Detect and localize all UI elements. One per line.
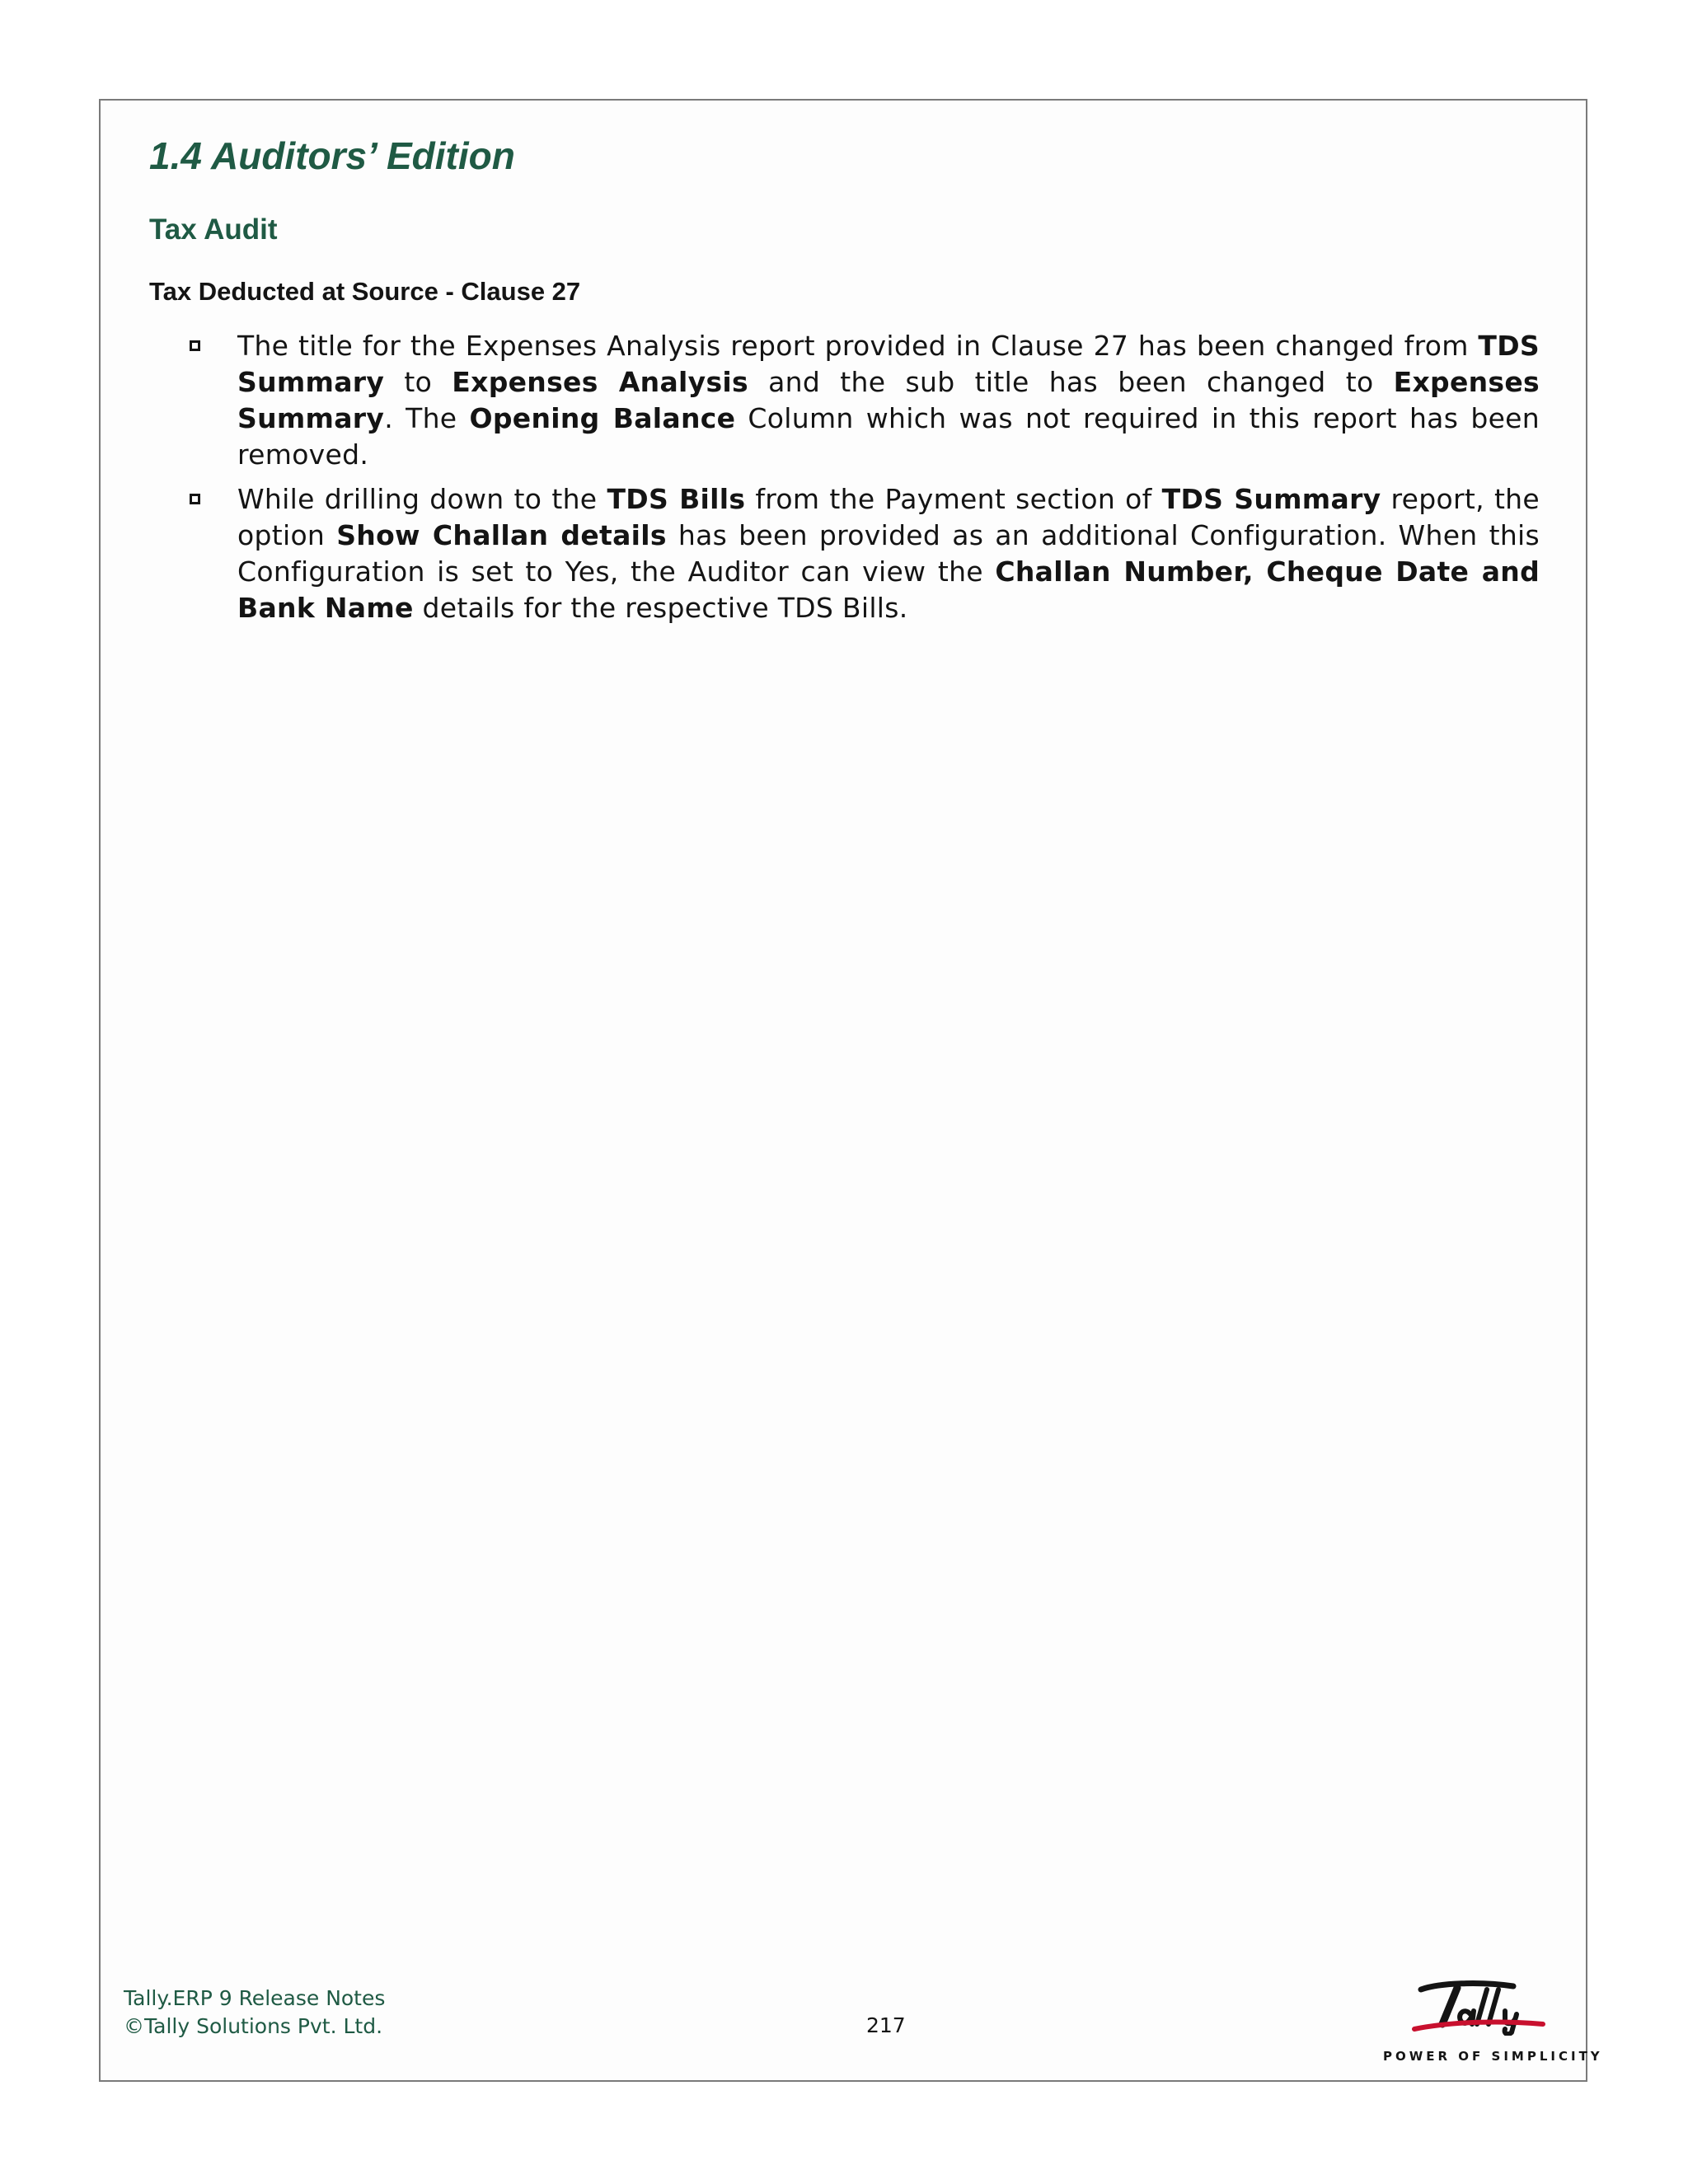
- brand-tagline: POWER OF SIMPLICITY: [1383, 2049, 1603, 2064]
- bullet-item-challan-details: [190, 481, 1540, 626]
- bold-term: TDS Bills: [607, 483, 746, 515]
- text-run: . The: [384, 402, 470, 434]
- text-run: has been provided as an additional Configuration. When this Configuration is set to Yes, the Auditor can view the: [237, 519, 1540, 588]
- square-bullet-icon: [190, 340, 200, 351]
- tally-logo: [1381, 1978, 1603, 2069]
- footer-copyright: ©Tally Solutions Pvt. Ltd.: [124, 2014, 383, 2038]
- bold-term: Expenses Analysis: [452, 366, 748, 398]
- bullet-list: [190, 328, 1540, 635]
- square-bullet-icon: [190, 494, 200, 504]
- bold-term: TDS Summary: [1161, 483, 1381, 515]
- page-number: 217: [866, 2013, 906, 2037]
- text-run: While drilling down to the: [237, 483, 607, 515]
- text-run: Column which was not required in this report has been removed.: [237, 402, 1540, 471]
- bold-term: TDS Summary: [237, 330, 1540, 398]
- text-run: The title for the Expenses Analysis report provided in Clause 27 has been changed from: [237, 330, 1479, 362]
- bold-term: Show Challan details: [336, 519, 667, 551]
- text-run: to: [384, 366, 452, 398]
- text-run: details for the respective TDS Bills.: [413, 592, 908, 624]
- bold-term: Challan Number, Cheque Date and Bank Name: [237, 555, 1540, 624]
- tally-wordmark-icon: [1381, 1978, 1564, 2036]
- text-run: report, the option: [237, 483, 1540, 551]
- footer-left: [124, 1985, 385, 2041]
- bullet-item-title-change: [190, 328, 1540, 473]
- text-run: and the sub title has been changed to: [748, 366, 1394, 398]
- text-run: from the Payment section of: [745, 483, 1162, 515]
- bold-term: Expenses Summary: [237, 366, 1540, 434]
- subsection-title: Tax Audit: [149, 213, 278, 246]
- section-title: 1.4 Auditors’ Edition: [149, 134, 515, 177]
- clause-heading: Tax Deducted at Source - Clause 27: [149, 277, 581, 306]
- bold-term: Opening Balance: [469, 402, 736, 434]
- footer-doc-title: Tally.ERP 9 Release Notes: [124, 1986, 386, 2010]
